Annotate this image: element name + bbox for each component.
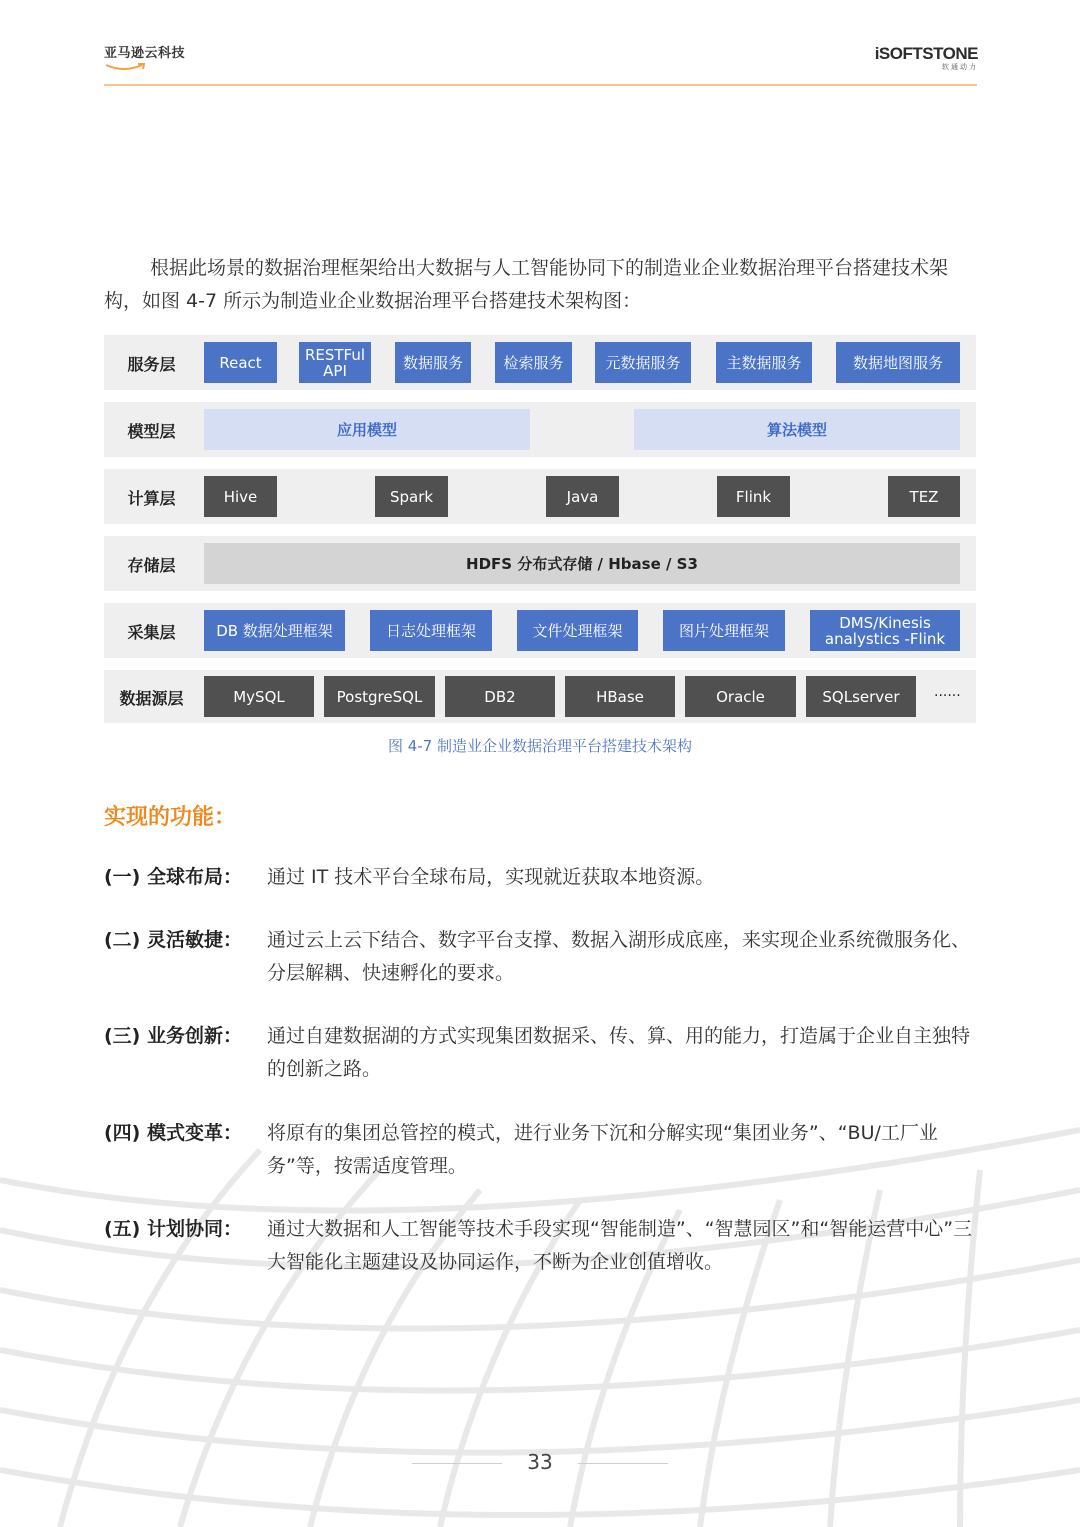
feature-label: (五) 计划协同：	[104, 1218, 242, 1240]
feature-text: 通过云上云下结合、数字平台支撑、数据入湖形成底座，来实现企业系统微服务化、分层解耦、快速孵化的要求。	[267, 929, 971, 984]
layer-source	[104, 670, 976, 723]
feature-label: (一) 全球布局：	[104, 866, 242, 888]
compute-box: TEZ	[888, 476, 960, 517]
layer-compute	[104, 469, 976, 524]
storage-box: HDFS 分布式存储 / Hbase / S3	[204, 543, 960, 584]
service-box: 检索服务	[495, 342, 572, 383]
layer-label: 存储层	[127, 556, 176, 575]
layer-model	[104, 402, 976, 457]
service-box: 元数据服务	[595, 342, 691, 383]
layer-label: 计算层	[127, 489, 176, 508]
model-box: 应用模型	[204, 409, 530, 450]
section-title: 实现的功能：	[104, 805, 237, 830]
service-box: 主数据服务	[716, 342, 812, 383]
collect-box: 文件处理框架	[517, 610, 638, 651]
compute-box: Hive	[204, 476, 277, 517]
layer-label: 采集层	[127, 623, 176, 642]
layer-label: 数据源层	[119, 689, 184, 708]
feature-label: (三) 业务创新：	[104, 1025, 242, 1047]
header-divider	[104, 84, 977, 86]
amazon-smile-icon	[104, 62, 148, 72]
feature-text: 将原有的集团总管控的模式，进行业务下沉和分解实现“集团业务”、“BU/工厂业务”等，按需适度管理。	[267, 1122, 938, 1177]
isoftstone-logo: iSOFTSTONE	[874, 44, 978, 63]
model-box: 算法模型	[634, 409, 960, 450]
page-number: 33	[527, 1450, 553, 1474]
source-box: MySQL	[204, 676, 314, 717]
aws-brand-text: 亚马逊云科技	[104, 46, 186, 61]
layer-service	[104, 335, 976, 390]
layer-storage	[104, 536, 976, 591]
collect-box: 图片处理框架	[663, 610, 785, 651]
isoftstone-logo-sub: 软通动力	[942, 63, 978, 71]
header-left-brand	[104, 42, 185, 72]
service-box: 数据地图服务	[836, 342, 960, 383]
feature-label: (二) 灵活敏捷：	[104, 929, 242, 951]
source-more: ......	[934, 684, 961, 700]
collect-box: 日志处理框架	[370, 610, 492, 651]
source-box: Oracle	[685, 676, 796, 717]
source-box: PostgreSQL	[324, 676, 435, 717]
figure-caption: 图 4-7 制造业企业数据治理平台搭建技术架构	[387, 737, 693, 755]
header-right-brand	[875, 44, 978, 72]
collect-box: DB 数据处理框架	[204, 610, 345, 651]
source-box: HBase	[565, 676, 675, 717]
feature-text: 通过大数据和人工智能等技术手段实现“智能制造”、“智慧园区”和“智能运营中心”三大智能化主题建设及协同运作，不断为企业创值增收。	[267, 1218, 973, 1273]
service-box: 数据服务	[395, 342, 471, 383]
feature-text: 通过自建数据湖的方式实现集团数据采、传、算、用的能力，打造属于企业自主独特的创新之路。	[267, 1025, 971, 1080]
layer-collect	[104, 603, 976, 658]
feature-text: 通过 IT 技术平台全球布局，实现就近获取本地资源。	[267, 866, 715, 888]
layer-label: 模型层	[127, 422, 176, 441]
collect-box: DMS/Kinesis analystics -Flink	[810, 610, 960, 651]
compute-box: Java	[546, 476, 619, 517]
intro-paragraph: 根据此场景的数据治理框架给出大数据与人工智能协同下的制造业企业数据治理平台搭建技术架构，如图 4-7 所示为制造业企业数据治理平台搭建技术架构图：	[104, 257, 949, 312]
service-box: RESTFul API	[299, 342, 371, 383]
source-box: SQLserver	[806, 676, 916, 717]
layer-label: 服务层	[127, 355, 176, 374]
service-box: React	[204, 342, 277, 383]
feature-label: (四) 模式变革：	[104, 1122, 242, 1144]
compute-box: Spark	[375, 476, 448, 517]
source-box: DB2	[445, 676, 555, 717]
compute-box: Flink	[717, 476, 790, 517]
